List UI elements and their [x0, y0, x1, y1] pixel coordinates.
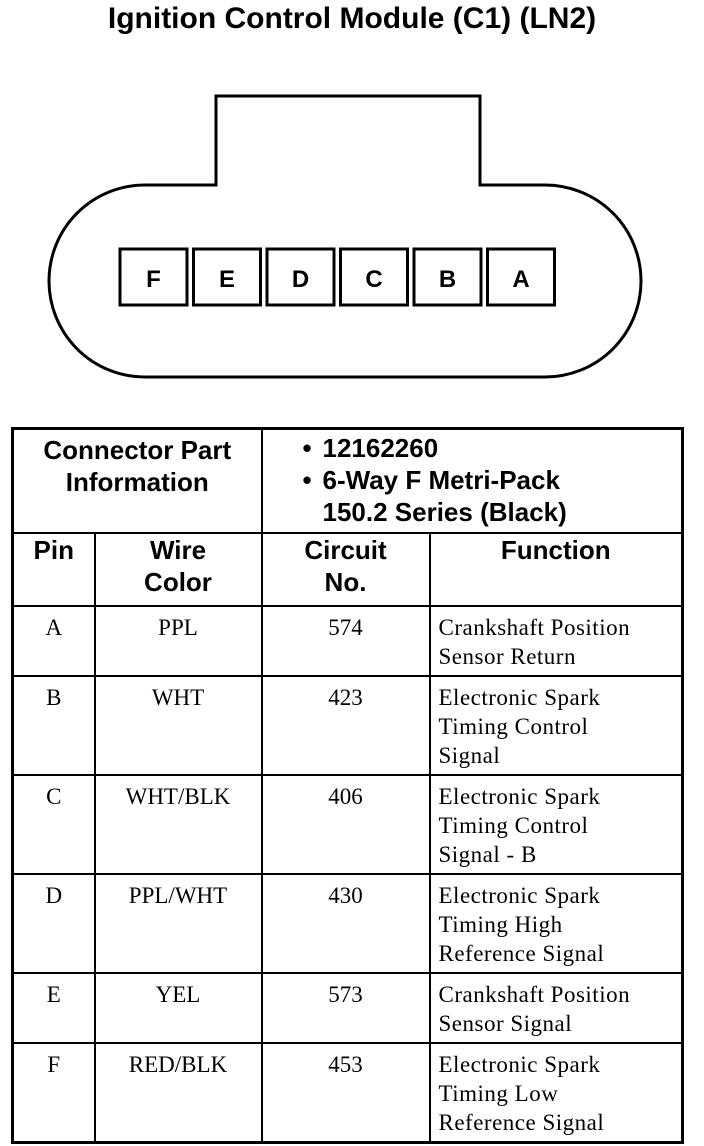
circuit-cell: 573 — [262, 973, 430, 1043]
table-row — [13, 775, 683, 874]
pin-cell: D — [13, 874, 95, 973]
function-line: Electronic Spark — [438, 883, 601, 908]
wire-color-cell: WHT/BLK — [95, 775, 262, 874]
function-cell — [430, 606, 683, 676]
function-cell — [430, 676, 683, 775]
function-cell — [430, 973, 683, 1043]
circuit-cell: 423 — [262, 676, 430, 775]
circuit-cell: 406 — [262, 775, 430, 874]
function-line: Electronic Spark — [438, 685, 601, 710]
cavity-label-a: A — [512, 266, 530, 293]
part-info-values: • 12162260 • 6-Way F Metri-Pack 150.2 Series (Black) — [262, 429, 683, 534]
part-series: 150.2 Series (Black) — [322, 497, 567, 527]
function-cell — [430, 1043, 683, 1143]
function-line: Reference Signal — [438, 941, 605, 966]
function-line: Electronic Spark — [438, 1052, 601, 1077]
function-line: Timing High — [438, 912, 563, 937]
function-line: Signal — [438, 743, 501, 768]
page-title: Ignition Control Module (C1) (LN2) — [107, 2, 597, 35]
connector-diagram — [0, 0, 704, 400]
header-wire-color: Wire Color — [95, 533, 262, 606]
table-row — [13, 676, 683, 775]
function-cell — [430, 874, 683, 973]
function-line: Electronic Spark — [438, 784, 601, 809]
function-line: Timing Low — [438, 1081, 559, 1106]
wire-color-cell: RED/BLK — [95, 1043, 262, 1143]
wire-color-cell: WHT — [95, 676, 262, 775]
function-line: Reference Signal — [438, 1110, 605, 1135]
pin-cell: B — [13, 676, 95, 775]
function-line: Crankshaft Position — [438, 615, 631, 640]
circuit-cell: 574 — [262, 606, 430, 676]
connector-outline — [49, 96, 641, 377]
header-circuit: Circuit No. — [262, 533, 430, 606]
pin-cell: A — [13, 606, 95, 676]
connector-table — [11, 427, 684, 1144]
circuit-cell: 430 — [262, 874, 430, 973]
table-row — [13, 874, 683, 973]
cavity-label-d: D — [291, 266, 310, 293]
pin-cell: F — [13, 1043, 95, 1143]
part-info-label-line2: Information — [65, 467, 209, 497]
connector-cavities — [120, 249, 555, 305]
function-line: Signal - B — [438, 842, 537, 867]
part-number: 12162260 — [322, 433, 439, 463]
function-line: Sensor Signal — [438, 1011, 573, 1036]
part-description: 6-Way F Metri-Pack — [322, 465, 560, 495]
pin-cell: E — [13, 973, 95, 1043]
cavity-label-c: C — [365, 266, 383, 293]
function-line: Crankshaft Position — [438, 982, 631, 1007]
function-cell — [430, 775, 683, 874]
cavity-label-b: B — [438, 266, 457, 293]
header-pin: Pin — [13, 533, 95, 606]
function-line: Timing Control — [438, 714, 589, 739]
header-function: Function — [430, 533, 683, 606]
wire-color-cell: PPL/WHT — [95, 874, 262, 973]
table-row — [13, 606, 683, 676]
table-row — [13, 1043, 683, 1143]
wire-color-cell: PPL — [95, 606, 262, 676]
pin-cell: C — [13, 775, 95, 874]
cavity-label-f: F — [146, 266, 161, 293]
table-row — [13, 973, 683, 1043]
function-line: Timing Control — [438, 813, 589, 838]
part-info-row — [13, 429, 683, 534]
part-info-label — [13, 429, 262, 534]
circuit-cell: 453 — [262, 1043, 430, 1143]
wire-color-cell: YEL — [95, 973, 262, 1043]
part-info-label-line1: Connector Part — [43, 435, 232, 465]
column-header-row — [13, 533, 683, 606]
cavity-label-e: E — [218, 266, 236, 293]
function-line: Sensor Return — [438, 644, 576, 669]
